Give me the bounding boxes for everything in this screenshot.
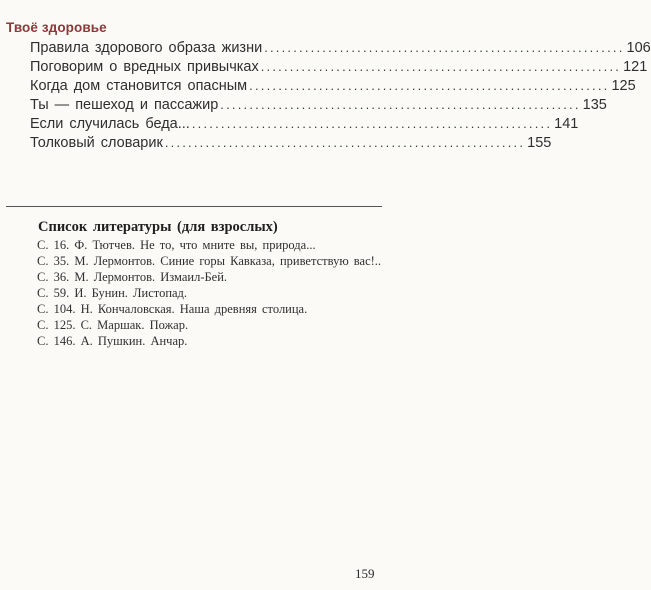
literature-item: С. 36. М. Лермонтов. Измаил-Бей. [37, 270, 228, 284]
literature-item: С. 35. М. Лермонтов. Синие горы Кавказа, приветствую вас!.. [37, 254, 382, 268]
toc-leader-dots: .............................................................. [220, 97, 581, 112]
toc-entry-title: Ты — пешеход и пассажир [30, 97, 219, 113]
toc-entry-page: 125 [611, 78, 636, 94]
toc-entry-page: 121 [623, 59, 648, 75]
section-title: Твоё здоровье [6, 20, 107, 35]
toc-entry-page: 106 [626, 40, 651, 56]
toc-leader-dots: .............................................................. [264, 40, 625, 55]
toc-row [30, 40, 651, 59]
toc-leader-dots: .............................................................. [164, 135, 526, 150]
toc-entry-page: 135 [582, 97, 607, 113]
toc-row [30, 97, 607, 116]
toc-entry-title: Толковый словарик [30, 135, 163, 151]
literature-item: С. 146. А. Пушкин. Анчар. [37, 334, 188, 348]
literature-list [17, 237, 382, 349]
literature-item: С. 104. Н. Кончаловская. Наша древняя столица. [37, 302, 308, 316]
section-divider [6, 206, 382, 207]
toc-row [30, 78, 636, 97]
literature-item: С. 16. Ф. Тютчев. Не то, что мните вы, природа... [37, 238, 316, 252]
toc-entry-page: 141 [554, 116, 579, 132]
toc-leader-dots: .............................................................. [191, 116, 553, 131]
literature-title: Список литературы (для взрослых) [38, 219, 278, 235]
toc-entry-title: Поговорим о вредных привычках [30, 59, 259, 75]
toc-row [30, 59, 648, 78]
toc-row [30, 135, 552, 154]
toc-row [30, 116, 579, 135]
toc-leader-dots: .............................................................. [260, 59, 622, 74]
toc-entry-title: Если случилась беда... [30, 116, 190, 132]
table-of-contents [30, 40, 651, 154]
toc-leader-dots: .............................................................. [249, 78, 610, 93]
toc-entry-title: Правила здорового образа жизни [30, 40, 263, 56]
toc-entry-title: Когда дом становится опасным [30, 78, 248, 94]
page-number: 159 [355, 566, 375, 581]
toc-entry-page: 155 [527, 135, 552, 151]
literature-item: С. 125. С. Маршак. Пожар. [37, 318, 189, 332]
literature-item: С. 59. И. Бунин. Листопад. [37, 286, 188, 300]
